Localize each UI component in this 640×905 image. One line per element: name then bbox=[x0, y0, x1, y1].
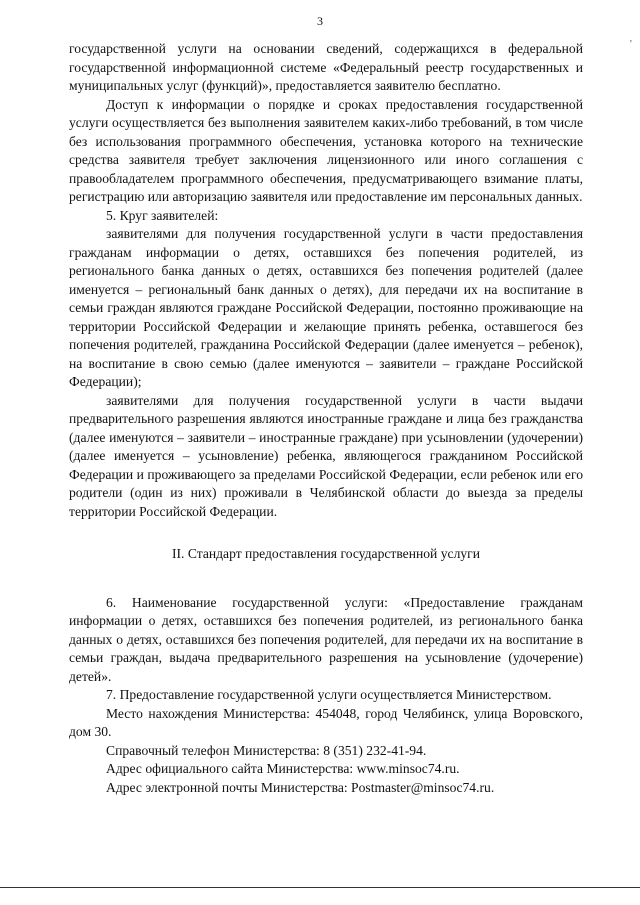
page-number: 3 bbox=[317, 14, 323, 28]
document-body bbox=[69, 40, 583, 797]
bottom-divider bbox=[0, 887, 640, 888]
section-title: II. Стандарт предоставления государственной услуги bbox=[171, 546, 480, 561]
paragraph-website: Адрес официального сайта Министерства: www.minsoc74.ru. bbox=[106, 761, 460, 776]
paragraph-access-info: Доступ к информации о порядке и сроках предоставления государственной услуги осуществляется без выполнения заявителем каких-либо требований, в том числе без использования программного обеспечения, установка которого на технические средства заявителя требует заключения лицензионного или иного соглашения с правообладателем программного обеспечения, предусматривающего взимание платы, регистрацию или авторизацию заявителя или предоставление им персональных данных. bbox=[69, 96, 583, 204]
paragraph-applicants-citizens: заявителями для получения государственной услуги в части предоставления гражданам информации о детях, оставшихся без попечения родителей, из регионального банка данных о детях, оставшихся без попечения родителей (далее именуется – региональный банк данных о детях), для передачи их на воспитание в семьи граждан являются граждане Российской Федерации, постоянно проживающие на территории Российской Федерации и желающие принять ребенка, оставшегося без попечения родителей, гражданина Российской Федерации (далее именуется – ребенок), на воспитание в свою семью (далее именуются – заявители – граждане Российской Федерации); bbox=[69, 226, 583, 389]
paragraph-provider: 7. Предоставление государственной услуги осуществляется Министерством. bbox=[106, 687, 552, 702]
paragraph-address: Место нахождения Министерства: 454048, город Челябинск, улица Воровского, дом 30. bbox=[69, 705, 583, 739]
paragraph-email: Адрес электронной почты Министерства: Postmaster@minsoc74.ru. bbox=[106, 779, 495, 795]
paragraph-applicants-foreigners: заявителями для получения государственной услуги в части выдачи предварительного разрешения являются иностранные граждане и лица без гражданства (далее именуются – заявители – иностранные граждане) при усыновлении (удочерении) (далее именуется – усыновление) ребенка, являющегося гражданином Российской Федерации и проживающего за пределами Российской Федерации, если ребенок или его родители (один из них) проживали в Челябинской области до выезда за пределы территории Российской Федерации. bbox=[69, 392, 583, 519]
paragraph-phone: Справочный телефон Министерства: 8 (351) 232-41-94. bbox=[106, 742, 427, 758]
edge-mark: ' bbox=[630, 39, 632, 50]
paragraph-service-free: государственной услуги на основании сведений, содержащихся в федеральной государственной информационной системе «Федеральный реестр государственных и муниципальных услуг (функций)», предоставляется заявителю бесплатно. bbox=[69, 41, 583, 93]
heading-applicants: 5. Круг заявителей: bbox=[106, 207, 219, 223]
paragraph-service-name: 6. Наименование государственной услуги: «Предоставление гражданам информации о детях, оставшихся без попечения родителей, из регионального банка данных о детях, оставшихся без попечения родителей, для передачи их на воспитание в семьи граждан, выдача предварительного разрешения на усыновление (удочерение) детей». bbox=[69, 594, 583, 684]
